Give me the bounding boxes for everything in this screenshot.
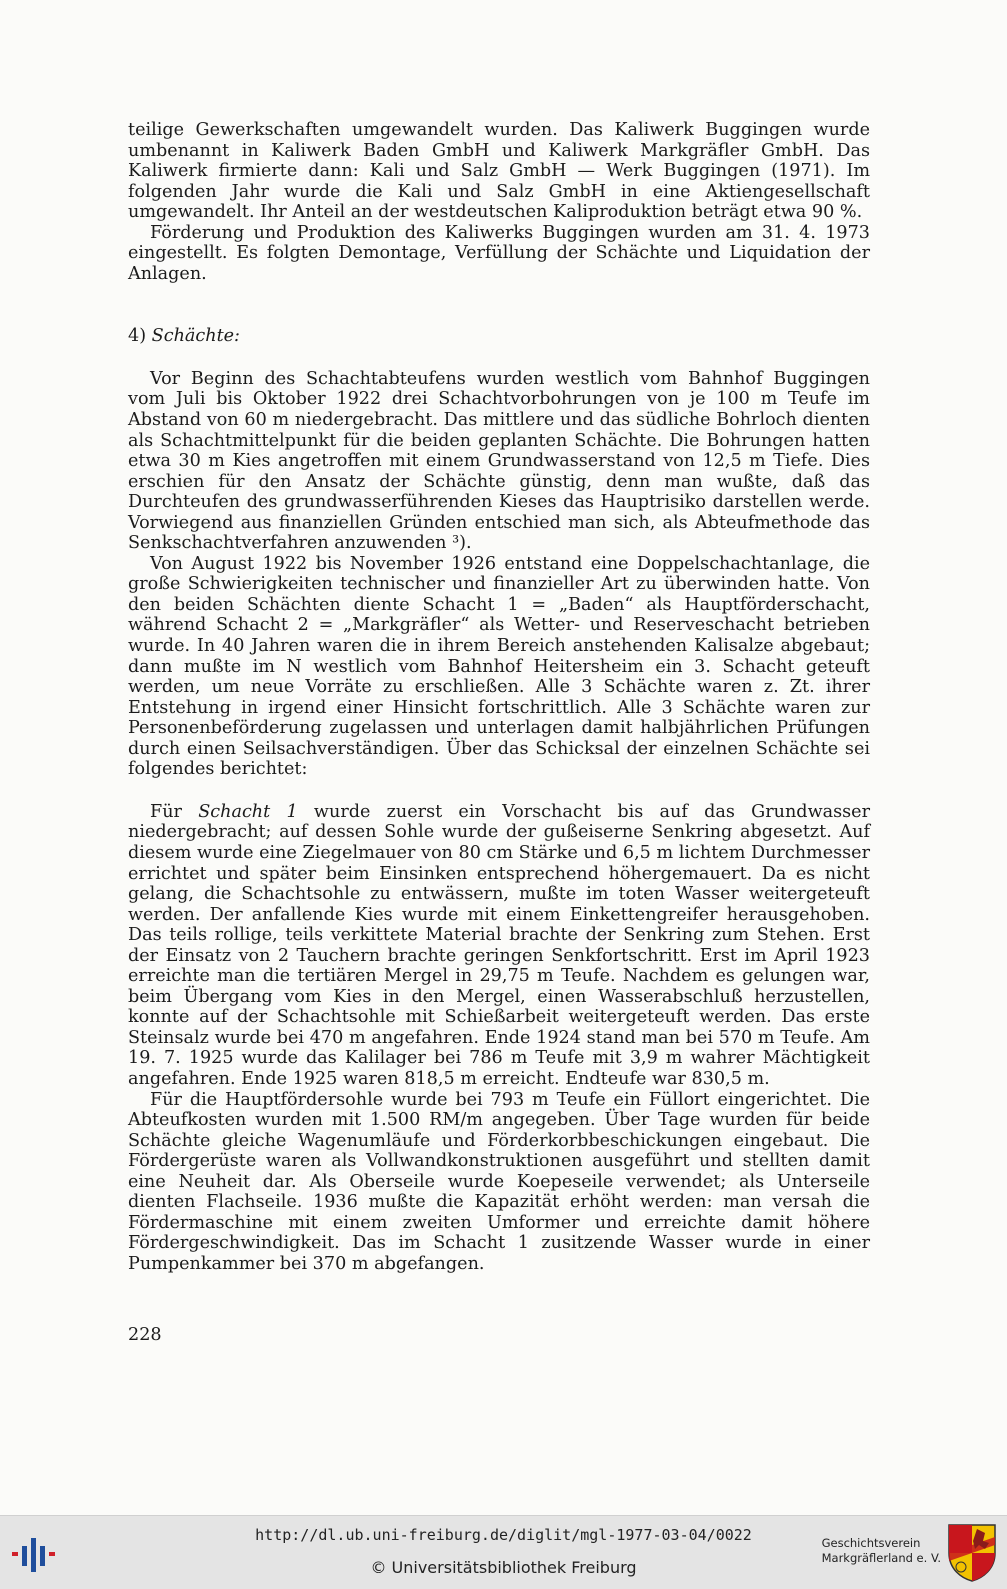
paragraph: Vor Beginn des Schachtabteufens wurden westlich vom Bahnhof Buggingen vom Juli bis Oktober 1922 drei Schachtvorbohrungen von je 100 m Teufe im Abstand von 60 m niedergebracht. Das mittlere und das südliche Bohrloch dienten als Schachtmittelpunkt für die beiden geplanten Schächte. Die Bohrungen hatten etwa 30 m Kies angetroffen mit einem Grundwasserstand von 12,5 m Tiefe. Dies erschien für den Ansatz der Schächte günstig, denn man wußte, daß das Durchteufen des grundwasserführenden Kieses das Hauptrisiko darstellen werde. Vorwiegend aus finanziellen Gründen entschied man sich, als Abteufmethode das Senkschachtverfahren anzuwenden ³).: [128, 368, 870, 554]
section-title: Schächte:: [151, 326, 240, 347]
page-number: 228: [128, 1325, 162, 1345]
coat-of-arms-icon: [947, 1523, 997, 1583]
paragraph: Für die Hauptfördersohle wurde bei 793 m Teufe ein Füllort eingerichtet. Die Abteufkosten wurden mit 1.500 RM/m angegeben. Über Tage wurden für beide Schächte gleiche Wagenumläufe und Förderkorbbeschickungen eingebaut. Die Fördergerüste waren als Vollwandkonstruktionen ausgeführt und stellten damit eine Neuheit dar. Als Oberseile wurde Koepeseile verwendet; als Unterseile dienten Flachseile. 1936 mußte die Kapazität erhöht werden: man versah die Fördermaschine mit einem zweiten Umformer und erreichte damit höhere Fördergeschwindigkeit. Das im Schacht 1 zusitzende Wasser wurde in einer Pumpenkammer bei 370 m abgefangen.: [128, 1089, 870, 1274]
schacht-1-label: Schacht 1: [198, 801, 298, 822]
document-body: [128, 120, 870, 1274]
document-url-link[interactable]: http://dl.ub.uni-freiburg.de/diglit/mgl-1977-03-04/0022: [255, 1526, 752, 1544]
paragraph: Von August 1922 bis November 1926 entstand eine Doppelschachtanlage, die große Schwierigkeiten technischer und finanzieller Art zu überwinden hatte. Von den beiden Schächten diente Schacht 1 = „Baden“ als Hauptförderschacht, während Schacht 2 = „Markgräfler“ als Wetter- und Reserveschacht betrieben wurde. In 40 Jahren waren die in ihrem Bereich anstehenden Kalisalze abgebaut; dann mußte im N westlich vom Bahnhof Heitersheim ein 3. Schacht geteuft werden, um neue Vorräte zu erschließen. Alle 3 Schächte waren z. Zt. ihrer Entstehung in irgend einer Hinsicht fortschrittlich. Alle 3 Schächte waren zur Personenbeförderung zugelassen und unterlagen damit halbjährlichen Prüfungen durch einen Seilsachverständigen. Über das Schicksal der einzelnen Schächte sei folgendes berichtet:: [128, 553, 870, 780]
paragraph: teilige Gewerkschaften umgewandelt wurden. Das Kaliwerk Buggingen wurde umbenannt in Kaliwerk Baden GmbH und Kaliwerk Markgräfler GmbH. Das Kaliwerk firmierte dann: Kali und Salz GmbH — Werk Buggingen (1971). Im folgenden Jahr wurde die Kali und Salz GmbH in eine Aktiengesellschaft umgewandelt. Ihr Anteil an der westdeutschen Kaliproduktion beträgt etwa 90 %.: [128, 120, 870, 223]
footer-bar: [0, 1515, 1007, 1589]
copyright-text: © Universitätsbibliothek Freiburg: [370, 1558, 637, 1577]
section-number: 4): [128, 326, 147, 347]
section-heading: [128, 326, 870, 347]
society-line-1: Geschichtsverein: [821, 1536, 921, 1550]
society-name: [822, 1536, 941, 1566]
paragraph-rest: wurde zuerst ein Vorschacht bis auf das Grundwasser niedergebracht; auf dessen Sohle wurde der gußeiserne Senkring abgesetzt. Auf diesem wurde eine Ziegelmauer von 80 cm Stärke und 6,5 m lichtem Durchmesser errichtet und später beim Einsinken entsprechend höhergemauert. Da es nicht gelang, die Schachtsohle zu entwässern, mußte im toten Wasser weitergeteuft werden. Der anfallende Kies wurde mit einem Einkettengreifer herausgehoben. Das teils rollige, teils verkittete Material brachte der Senkring zum Stehen. Erst der Einsatz von 2 Tauchern brachte geringen Senkfortschritt. Erst im April 1923 erreichte man die tertiären Mergel in 29,75 m Teufe. Nachdem es gelungen war, beim Übergang vom Kies in den Mergel, einen Wasserabschluß herzustellen, konnte auf der Schachtsohle mit Schießarbeit weitergeteuft werden. Das erste Steinsalz wurde bei 470 m angefahren. Ende 1924 stand man bei 570 m Teufe. Am 19. 7. 1925 wurde das Kalilager bei 786 m Teufe mit 3,9 m wahrer Mächtigkeit angefahren. Ende 1925 waren 818,5 m erreicht. Endteufe war 830,5 m.: [128, 801, 870, 1089]
society-line-2: Markgräflerland e. V.: [821, 1551, 941, 1565]
paragraph: Förderung und Produktion des Kaliwerks Buggingen wurden am 31. 4. 1973 eingestellt. Es folgten Demontage, Verfüllung der Schächte und Liquidation der Anlagen.: [128, 222, 870, 284]
paragraph-schacht-1: [128, 802, 870, 1090]
paragraph-lead: Für: [150, 801, 182, 822]
